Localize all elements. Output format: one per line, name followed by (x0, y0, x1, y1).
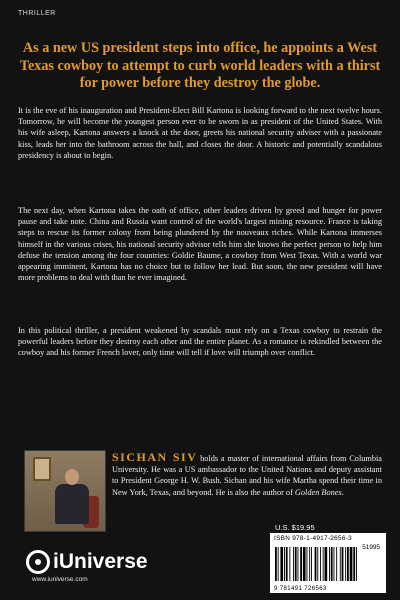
other-book-title: Golden Bones (294, 487, 342, 497)
barcode-bar (356, 547, 357, 581)
barcode-bar (307, 547, 308, 581)
synopsis-paragraph-2: The next day, when Kartona takes the oath of office, other leaders driven by greed and hunger for power pause and take note. China and Russia want control of the world's largest mining resource. France is taking steps to rescue its former colony from being plundered by the nouveaux riches. While Kartona immerses himself in the various crises, his national security advisor tells him she knows the perfect person to help him defuse the tension among the four countries: Goldie Baume, a cowboy from West Texas. With a world war appearing imminent, Kartona has no choice but to follow her lead. But soon, the new president will have more problems to deal with than he ever imagined. (18, 206, 382, 283)
barcode-bar (323, 547, 324, 581)
barcode-bar (275, 547, 277, 581)
barcode-bar (347, 547, 349, 581)
barcode-bar (309, 547, 310, 581)
barcode-bar (353, 547, 355, 581)
tagline: As a new US president steps into office, he appoints a West Texas cowboy to attempt to curb world leaders with a thirst for power before they destroy the globe. (19, 40, 381, 91)
barcode-bar (329, 547, 330, 581)
barcode-bar (311, 547, 312, 581)
barcode-bar (295, 547, 297, 581)
barcode-bar (293, 547, 294, 581)
genre-label: THRILLER (18, 10, 56, 17)
iuniverse-logo-icon (26, 550, 50, 574)
barcode-bar (280, 547, 283, 581)
author-bio-end: . (341, 487, 344, 497)
author-figure (55, 484, 89, 524)
author-bio (112, 452, 382, 498)
price: U.S. $19.95 (275, 523, 315, 532)
barcode-bar (286, 547, 288, 581)
barcode-bar (315, 547, 317, 581)
barcode-bar (350, 547, 353, 581)
barcode-bar (331, 547, 333, 581)
barcode-bar (303, 547, 306, 581)
barcode-bar (325, 547, 328, 581)
author-photo (24, 450, 106, 532)
isbn-barcode-box (270, 533, 386, 593)
barcode-bar (298, 547, 299, 581)
barcode-bar (345, 547, 346, 581)
barcode-bar (300, 547, 302, 581)
publisher-logo (26, 550, 148, 574)
isbn-label: ISBN 978-1-4917-2656-3 (274, 535, 353, 542)
author-head (65, 469, 79, 485)
barcode-bar (284, 547, 285, 581)
barcode-bar (340, 547, 341, 581)
barcode-bar (317, 547, 318, 581)
picture-frame (33, 457, 51, 481)
barcode-bar (336, 547, 337, 581)
barcode-bar (320, 547, 321, 581)
publisher-url: www.iuniverse.com (32, 576, 88, 583)
barcode-bar (342, 547, 344, 581)
author-name: SICHAN SIV (112, 450, 198, 464)
author-bio-text: holds a master of international affairs from Columbia University. He was a US ambassador to the United Nations and deputy assistant to President George H. W. Bush. Sichan and his wife Martha spend their time in New York, Texas, and beyond. He is also the author of (112, 454, 382, 497)
barcode-bar (289, 547, 290, 581)
publisher-name: iUniverse (53, 550, 148, 573)
synopsis-paragraph-3: In this political thriller, a president weakened by scandals must rely on a Texas cowboy to restrain the powerful leaders before they destroy each other and the entire planet. As a romance is rekindled between the cowboy and his former French lover, only time will tell if love will triumph over conflict. (18, 326, 382, 358)
barcode-bar (334, 547, 335, 581)
ean-number: 9 781491 726563 (274, 586, 327, 592)
synopsis-paragraph-1: It is the eve of his inauguration and President-Elect Bill Kartona is looking forward to the next twelve hours. Tomorrow, he will become the youngest person ever to be sworn in as president of the United States. With his wife asleep, Kartona answers a knock at the door, greets his national security adviser with a passionate kiss, leads her into the bathroom across the hall, and closes the door. A historic and potentially scandalous presidency is about to begin. (18, 106, 382, 160)
price-code: 51995 (362, 544, 380, 551)
barcode (274, 543, 382, 583)
barcode-bar (278, 547, 279, 581)
